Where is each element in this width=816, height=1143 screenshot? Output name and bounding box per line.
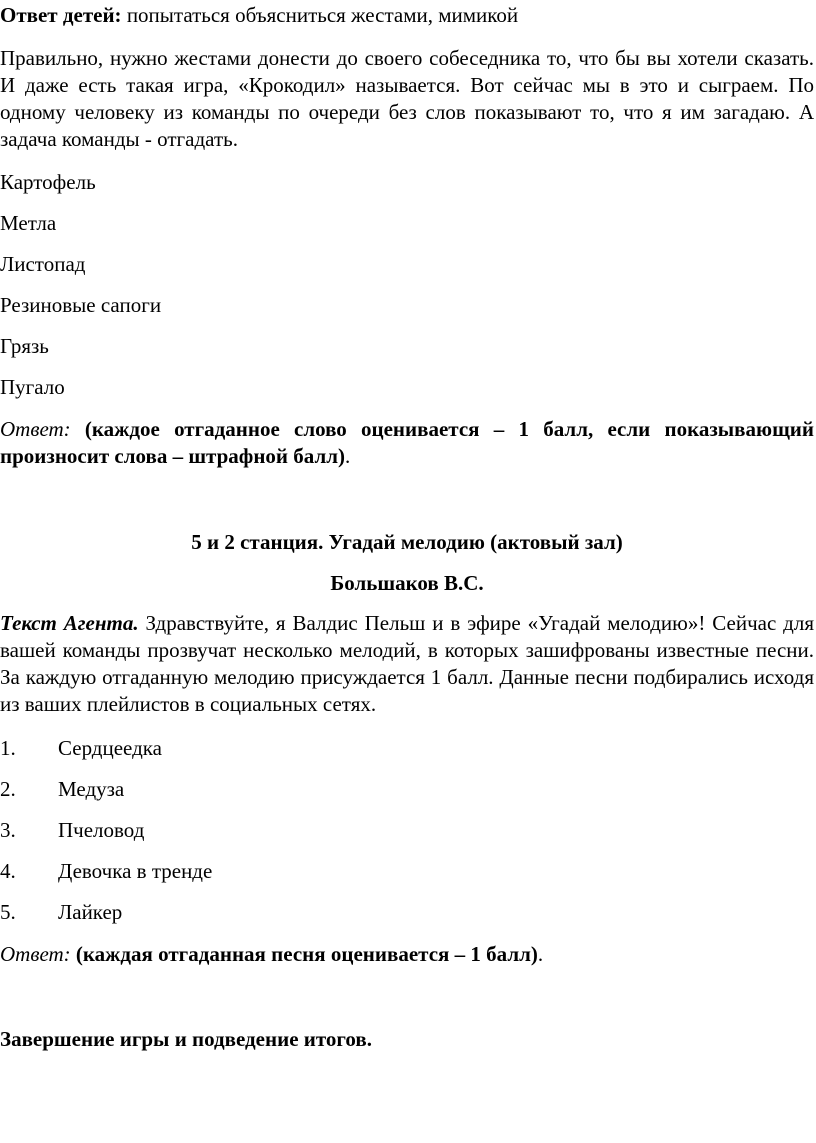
song-item bbox=[0, 899, 814, 926]
song-title: Лайкер bbox=[58, 900, 123, 924]
scoring-rule-songs bbox=[0, 941, 814, 968]
word-item: Листопад bbox=[0, 252, 86, 276]
song-title: Сердцеедка bbox=[58, 736, 162, 760]
song-item bbox=[0, 735, 814, 762]
word-item: Пугало bbox=[0, 375, 65, 399]
scoring-text: (каждое отгаданное слово оценивается – 1 балл, если показывающий произносит слова – штрафной балл) bbox=[0, 417, 814, 468]
word-item: Резиновые сапоги bbox=[0, 293, 162, 317]
agent-label: Текст Агента. bbox=[0, 611, 139, 635]
scoring-tail: . bbox=[537, 942, 544, 966]
song-item bbox=[0, 776, 814, 803]
song-number: 5. bbox=[0, 900, 16, 924]
song-title: Девочка в тренде bbox=[58, 859, 213, 883]
scoring-label: Ответ: bbox=[0, 942, 71, 966]
song-number: 2. bbox=[0, 777, 16, 801]
station-heading: 5 и 2 станция. Угадай мелодию (актовый зал) bbox=[191, 530, 623, 554]
station-author: Большаков В.С. bbox=[330, 571, 484, 595]
closing-heading: Завершение игры и подведение итогов. bbox=[0, 1027, 372, 1051]
word-item: Картофель bbox=[0, 170, 96, 194]
song-number: 1. bbox=[0, 736, 16, 760]
crocodile-paragraph: Правильно, нужно жестами донести до своего собеседника то, что бы вы хотели сказать. И даже есть такая игра, «Крокодил» называется. Вот сейчас мы в это и сыграем. По одному человеку из команды по очереди без слов показывают то, что я им загадаю. А задача команды - отгадать. bbox=[0, 46, 814, 151]
song-item bbox=[0, 817, 814, 844]
scoring-text: (каждая отгаданная песня оценивается – 1 балл) bbox=[75, 942, 538, 966]
word-item: Грязь bbox=[0, 334, 49, 358]
song-item bbox=[0, 858, 814, 885]
scoring-label: Ответ: bbox=[0, 417, 71, 441]
agent-text: Здравствуйте, я Валдис Пельш и в эфире «Угадай мелодию»! Сейчас для вашей команды прозвучат несколько мелодий, в которых зашифрованы известные песни. За каждую отгаданную мелодию присуждается 1 балл. Данные песни подбирались исходя из ваших плейлистов в социальных сетях. bbox=[0, 611, 814, 716]
children-answer-text: попытаться объясниться жестами, мимикой bbox=[121, 3, 519, 27]
song-number: 4. bbox=[0, 859, 16, 883]
song-number: 3. bbox=[0, 818, 16, 842]
word-item: Метла bbox=[0, 211, 57, 235]
song-title: Медуза bbox=[58, 777, 125, 801]
children-answer-line bbox=[0, 2, 814, 29]
scoring-rule-words bbox=[0, 416, 814, 470]
children-answer-label: Ответ детей: bbox=[0, 3, 122, 27]
agent-paragraph bbox=[0, 610, 814, 718]
scoring-tail: . bbox=[345, 444, 351, 468]
song-title: Пчеловод bbox=[58, 818, 145, 842]
